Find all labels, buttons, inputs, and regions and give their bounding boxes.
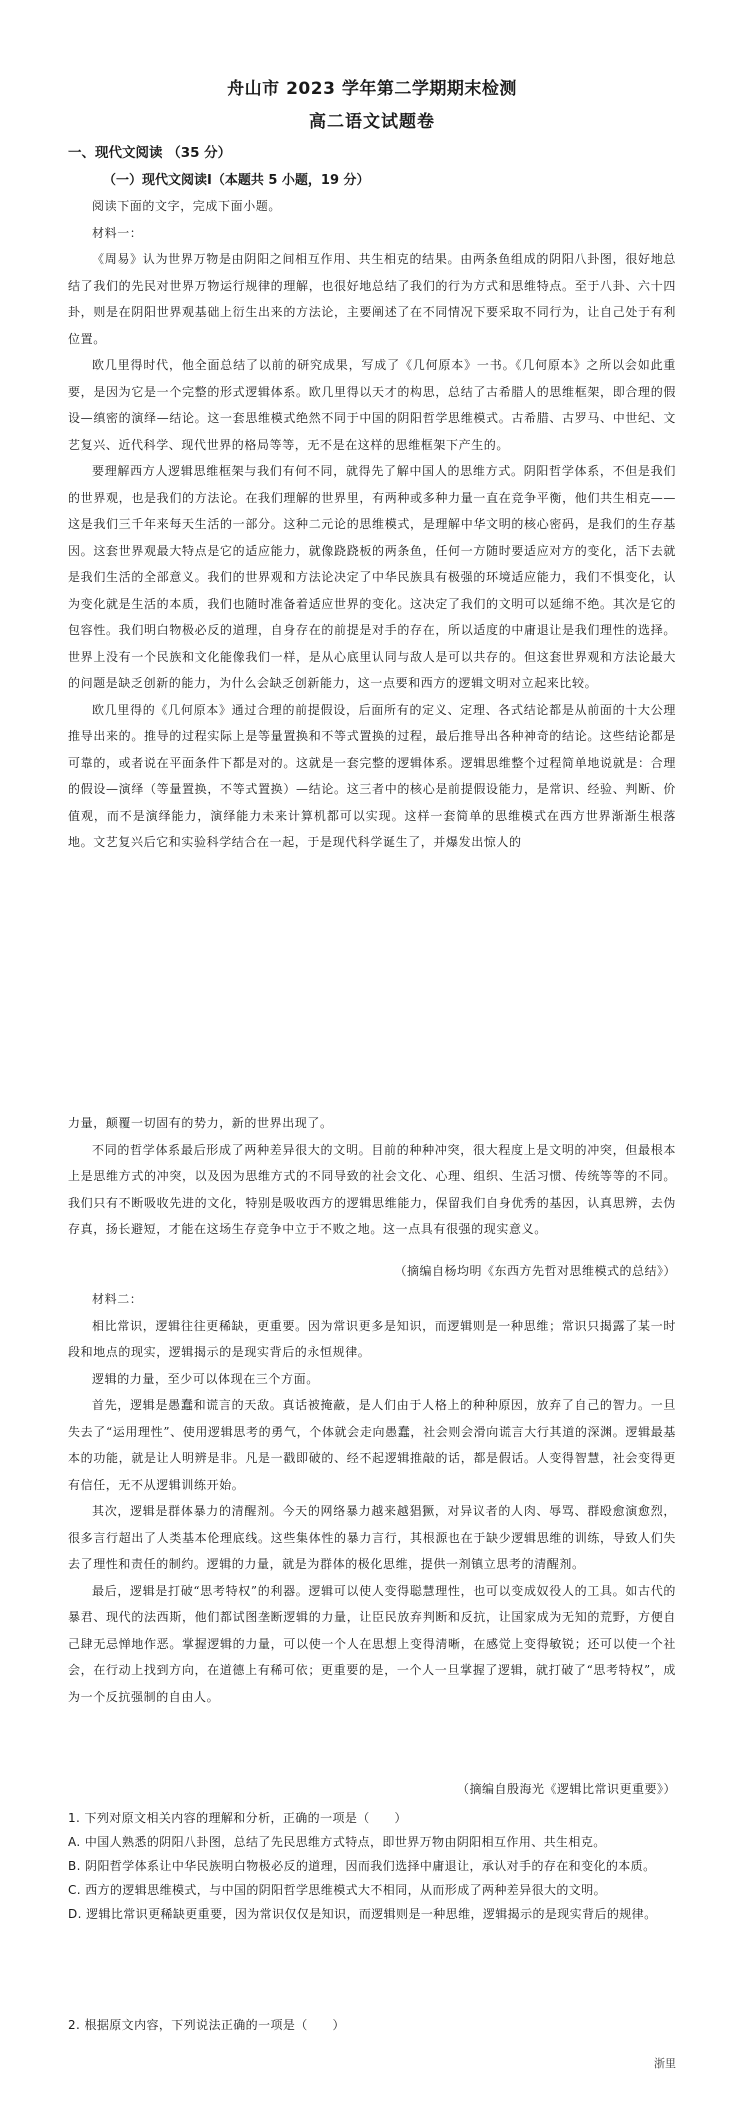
material2-paragraph: 首先，逻辑是愚蠢和谎言的天敌。真话被掩蔽，是人们由于人格上的种种原因，放弃了自己的智力。一旦失去了“运用理性”、使用逻辑思考的勇气，个体就会走向愚蠢，社会则会滑向谎言大行其道的深渊。逻辑最基本的功能，就是让人明辨是非。凡是一戳即破的、经不起逻辑推敲的话，都是假话。人变得智慧，社会变得更有信任，无不从逻辑训练开始。 bbox=[68, 1398, 676, 1492]
material2-paragraph: 相比常识，逻辑往往更稀缺，更重要。因为常识更多是知识，而逻辑则是一种思维；常识只揭露了某一时段和地点的现实，逻辑揭示的是现实背后的永恒规律。 bbox=[68, 1318, 676, 1359]
material1-continued-block bbox=[68, 1110, 676, 1243]
material1-label: 材料一： bbox=[92, 225, 143, 240]
exam-subtitle: 高二语文试题卷 bbox=[309, 112, 435, 132]
material2-paragraph: 最后，逻辑是打破“思考特权”的利器。逻辑可以使人变得聪慧理性，也可以变成奴役人的工具。如古代的暴君、现代的法西斯，他们都试图垄断逻辑的力量，让臣民放弃判断和反抗，让国家成为无知的荒野，方便自己肆无忌惮地作恶。掌握逻辑的力量，可以使一个人在思想上变得清晰，在感觉上变得敏锐；还可以使一个社会，在行动上找到方向，在道德上有稀可依；更重要的是，一个人一旦掌握了逻辑，就打破了“思考特权”，成为一个反抗强制的自由人。 bbox=[68, 1583, 676, 1704]
material2-label: 材料二： bbox=[92, 1292, 143, 1306]
exam-title: 舟山市 2023 学年第二学期期末检测 bbox=[227, 79, 517, 99]
instruction-text: 阅读下面的文字，完成下面小题。 bbox=[92, 199, 282, 213]
question-stem: 1. 下列对原文相关内容的理解和分析，正确的一项是（ ） bbox=[68, 1811, 407, 1825]
section-heading: 一、现代文阅读 （35 分） bbox=[68, 145, 232, 161]
answer-option-c[interactable]: C. 西方的逻辑思维模式，与中国的阴阳哲学思维模式大不相同，从而形成了两种差异很大的文明。 bbox=[68, 1883, 607, 1897]
subsection-heading: （一）现代文阅读Ⅰ（本题共 5 小题，19 分） bbox=[103, 173, 370, 188]
material2-block bbox=[68, 1286, 676, 1710]
footer-region-mark: 浙里 bbox=[654, 2057, 676, 2070]
material1-paragraph: 力量，颠覆一切固有的势力，新的世界出现了。 bbox=[68, 1116, 333, 1130]
material2-paragraph: 逻辑的力量，至少可以体现在三个方面。 bbox=[92, 1371, 319, 1386]
material1-paragraph: 欧几里得时代，他全面总结了以前的研究成果，写成了《几何原本》一书。《几何原本》之所以会如此重要，是因为它是一个完整的形式逻辑体系。欧几里得以天才的构思，总结了古希腊人的思维框架，即合理的假设—缜密的演绎—结论。这一套思维模式绝然不同于中国的阴阳哲学思维模式。古希腊、古罗马、中世纪、文艺复兴、近代科学、现代世界的格局等等，无不是在这样的思维框架下产生的。 bbox=[68, 358, 676, 452]
question-1 bbox=[68, 1806, 676, 1926]
material1-source: （摘编自杨均明《东西方先哲对思维模式的总结》） bbox=[394, 1264, 676, 1278]
material2-paragraph: 其次，逻辑是群体暴力的清醒剂。今天的网络暴力越来越猖獗，对异议者的人肉、辱骂、群殴愈演愈烈，很多言行超出了人类基本伦理底线。这些集体性的暴力言行，其根源也在于缺少逻辑思维的训练，导致人们失去了理性和责任的制约。逻辑的力量，就是为群体的极化思维，提供一剂镇立思考的清醒剂。 bbox=[68, 1504, 676, 1571]
material1-block bbox=[68, 193, 676, 856]
answer-option-a[interactable]: A. 中国人熟悉的阴阳八卦图，总结了先民思维方式特点，即世界万物由阴阳相互作用、共生相克。 bbox=[68, 1835, 606, 1849]
question-stem: 2. 根据原文内容，下列说法正确的一项是（ ） bbox=[68, 2018, 345, 2032]
material1-paragraph: 《周易》认为世界万物是由阴阳之间相互作用、共生相克的结果。由两条鱼组成的阴阳八卦图，很好地总结了我们的先民对世界万物运行规律的理解，也很好地总结了我们的行为方式和思维特点。至于八卦、六十四卦，则是在阴阳世界观基础上衍生出来的方法论，主要阐述了在不同情况下要采取不同行为，让自己处于有利位置。 bbox=[68, 252, 676, 346]
material1-paragraph: 欧几里得的《几何原本》通过合理的前提假设，后面所有的定义、定理、各式结论都是从前面的十大公理推导出来的。推导的过程实际上是等量置换和不等式置换的过程，最后推导出各种神奇的结论。这些结论都是可靠的，或者说在平面条件下都是对的。这就是一套完整的逻辑体系。逻辑思维整个过程简单地说就是：合理的假设—演绎（等量置换，不等式置换）—结论。这三者中的核心是前提假设能力，是常识、经验、判断、价值观，而不是演绎能力，演绎能力未来计算机都可以实现。这样一套简单的思维模式在西方世界渐渐生根落地。文艺复兴后它和实验科学结合在一起，于是现代科学诞生了，并爆发出惊人的 bbox=[68, 702, 676, 849]
answer-option-b[interactable]: B. 阴阳哲学体系让中华民族明白物极必反的道理，因而我们选择中庸退让，承认对手的存在和变化的本质。 bbox=[68, 1859, 656, 1873]
material1-paragraph: 不同的哲学体系最后形成了两种差异很大的文明。目前的种种冲突，很大程度上是文明的冲突，但最根本上是思维方式的冲突，以及因为思维方式的不同导致的社会文化、心理、组织、生活习惯、传统等等的不同。我们只有不断吸收先进的文化，特别是吸收西方的逻辑思维能力，保留我们自身优秀的基因，认真思辨，去伪存真，扬长避短，才能在这场生存竞争中立于不败之地。这一点具有很强的现实意义。 bbox=[68, 1142, 676, 1236]
answer-option-d[interactable]: D. 逻辑比常识更稀缺更重要，因为常识仅仅是知识，而逻辑则是一种思维，逻辑揭示的是现实背后的规律。 bbox=[68, 1907, 657, 1921]
question-2 bbox=[68, 2013, 676, 2037]
material1-paragraph: 要理解西方人逻辑思维框架与我们有何不同，就得先了解中国人的思维方式。阴阳哲学体系，不但是我们的世界观，也是我们的方法论。在我们理解的世界里，有两种或多种力量一直在竞争平衡，他们共生相克——这是我们三千年来每天生活的一部分。这种二元论的思维模式，是理解中华文明的核心密码，是我们的生存基因。这套世界观最大特点是它的适应能力，就像跷跷板的两条鱼，任何一方随时要适应对方的变化，活下去就是我们生活的全部意义。我们的世界观和方法论决定了中华民族具有极强的环境适应能力，我们不惧变化，认为变化就是生活的本质，我们也随时准备着适应世界的变化。这决定了我们的文明可以延绵不绝。其次是它的包容性。我们明白物极必反的道理，自身存在的前提是对手的存在，所以适度的中庸退让是我们理性的选择。世界上没有一个民族和文化能像我们一样，是从心底里认同与敌人是可以共存的。但这套世界观和方法论最大的问题是缺乏创新的能力，为什么会缺乏创新能力，这一点要和西方的逻辑文明对立起来比较。 bbox=[68, 464, 676, 690]
material2-source: （摘编自殷海光《逻辑比常识更重要》） bbox=[456, 1782, 676, 1796]
